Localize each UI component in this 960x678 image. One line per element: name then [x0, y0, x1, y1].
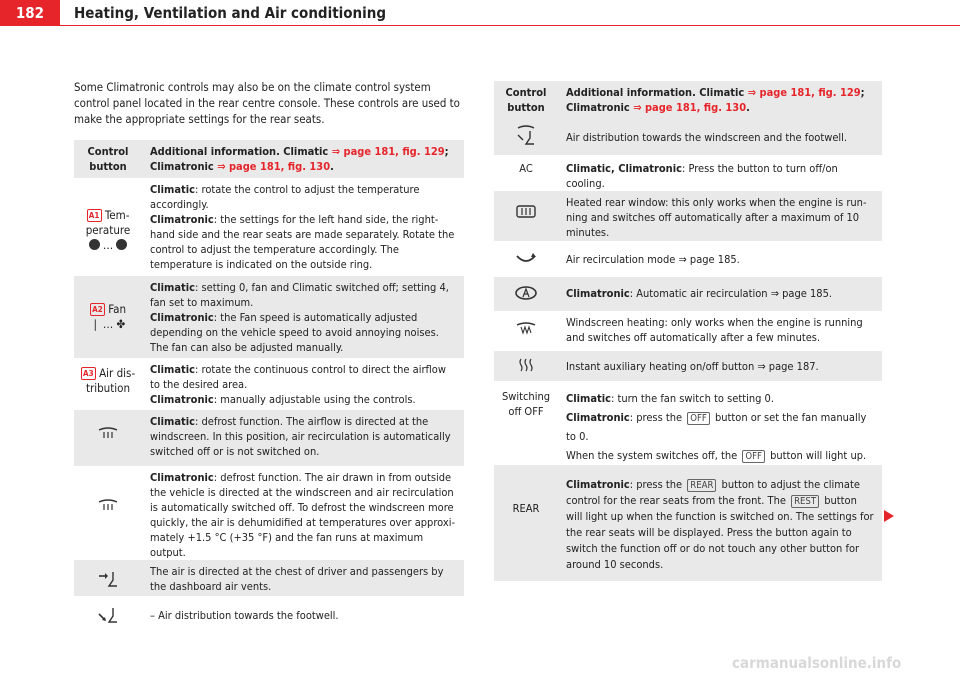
rear-key: REAR	[687, 479, 716, 492]
table-row: Windscreen heating: only works when the engine is running and switches off automatically after a few minutes.	[494, 311, 882, 351]
table-row: A1 Temperature … Climatic: rotate the control to adjust the temperature accordingly. Climatronic: the settings for the left hand side, the right-hand side and the rear seats are made separately. Rotate the control to adjust the temperature accordingly. The temperature is indicated on the outside ring.	[85, 183, 455, 271]
air-footwell-icon	[97, 606, 119, 624]
windscreen-defrost-icon	[97, 498, 119, 512]
left-table	[74, 140, 464, 634]
hot-dot-icon	[116, 239, 127, 250]
windscreen-heating-icon	[515, 321, 537, 335]
table-row: – Air distribution towards the footwell.	[74, 596, 464, 634]
windscreen-footwell-icon	[515, 123, 537, 147]
right-table	[494, 81, 882, 581]
rear-button-label: REAR	[512, 502, 540, 515]
table-row: Climatronic: Automatic air recirculation ⇒ page 185.	[494, 277, 882, 311]
air-chest-icon	[97, 570, 119, 588]
page-number: 182	[0, 0, 60, 26]
off-key: OFF	[742, 450, 765, 463]
off-button-label: Switching off OFF	[501, 390, 551, 418]
table-row: A3 Air distribution Climatic: rotate the continuous control to direct the airflow to the desired area. Climatronic: manually adjustable using the controls.	[74, 358, 464, 410]
windscreen-defrost-icon	[97, 426, 119, 440]
auxiliary-heating-icon	[515, 357, 537, 373]
continue-arrow-icon	[884, 510, 894, 522]
chapter-title: Heating, Ventilation and Air conditioning	[74, 4, 387, 22]
table-row: AC Climatic, Climatronic: Press the button to turn off/on cooling.	[494, 155, 882, 191]
page-header	[0, 0, 960, 30]
fan-high-icon: ✤	[116, 317, 126, 331]
ref-link-fig130[interactable]: page 181, fig. 130	[644, 101, 747, 114]
rest-key: REST	[791, 495, 819, 508]
header-control-button: Control button	[505, 86, 547, 114]
rear-window-heating-icon	[515, 203, 537, 219]
table-row: Climatic: defrost function. The airflow is directed at the windscreen. In this position, air recirculation is automatically switched off or is not switched on.	[74, 410, 464, 466]
header-rule	[60, 25, 960, 26]
intro-paragraph: Some Climatronic controls may also be on the climate control system control panel located in the rear centre console. These controls are used to make the appropriate settings for the rear seats.	[74, 80, 460, 126]
off-key: OFF	[687, 412, 710, 425]
air-recirculation-icon	[514, 252, 538, 264]
table-row: Instant auxiliary heating on/off button ⇒ page 187.	[494, 351, 882, 381]
table-header-row	[74, 140, 464, 178]
ref-link-fig129[interactable]: page 181, fig. 129	[343, 145, 445, 158]
table-row: Switching off OFF Climatic: turn the fan switch to setting 0. Climatronic: press the OFF button or set the fan manually to 0. When the system switches off, the OFF button will light up.	[494, 381, 882, 465]
table-row: Heated rear window: this only works when the engine is running and switches off automatically after a maximum of 10 minutes.	[494, 191, 882, 241]
table-row: The air is directed at the chest of driver and passengers by the dashboard air vents.	[74, 560, 464, 596]
fan-low-icon: ❘	[90, 317, 100, 331]
table-row: REAR Climatronic: press the REAR button to adjust the climate control for the rear seats from the front. The REST button will light up when the function is switched on. The settings for the rear seats will be displayed. Press the button again to switch the function off or do not touch any other button for around 10 seconds.	[494, 465, 882, 581]
table-header-row	[494, 81, 882, 119]
header-control-button: Control button	[87, 145, 129, 173]
table-row: A2 Fan ❘ … ✤ Climatic: setting 0, fan and Climatic switched off; setting 4, fan set to maximum. Climatronic: the Fan speed is automatically adjusted depending on the vehicle speed to avoid annoying noises. The fan can also be adjusted manually.	[74, 276, 464, 358]
watermark: carmanualsonline.info	[732, 654, 902, 672]
table-row: Air distribution towards the windscreen and the footwell.	[494, 119, 882, 155]
ref-link-fig130[interactable]: page 181, fig. 130	[228, 160, 331, 173]
ac-button-label: AC	[519, 162, 533, 175]
badge-a1: A1	[87, 209, 102, 222]
header-additional-info: Additional information. Climatic ⇒ page 181, fig. 129; Climatronic ⇒ page 181, fig. 130.	[150, 145, 449, 173]
cold-dot-icon	[89, 239, 100, 250]
header-additional-info: Additional information. Climatic ⇒ page 181, fig. 129; Climatronic ⇒ page 181, fig. 130.	[566, 86, 865, 114]
ref-link-fig129[interactable]: page 181, fig. 129	[759, 86, 861, 99]
badge-a2: A2	[90, 303, 105, 316]
auto-recirculation-icon	[514, 285, 538, 301]
table-row: Air recirculation mode ⇒ page 185.	[494, 241, 882, 277]
table-row: Climatronic: defrost function. The air drawn in from outside the vehicle is directed at the windscreen and air recirculation is automatically switched off. To defrost the windscreen more quickly, the air is dehumidified at temperatures over approximately +1.5 °C (+35 °F) and the fan runs at maximum output.	[74, 466, 464, 560]
badge-a3: A3	[81, 367, 96, 380]
